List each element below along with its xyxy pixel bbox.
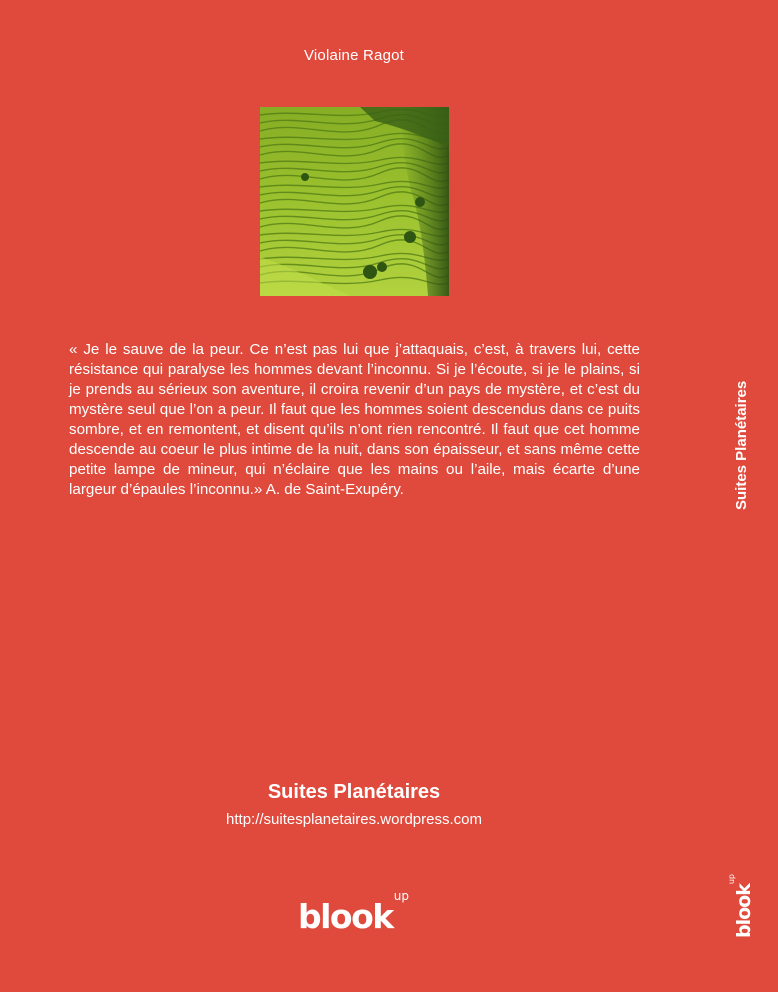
spine-logo-sup: up	[726, 873, 736, 885]
series-url-link[interactable]: http://suitesplanetaires.wordpress.com	[226, 811, 482, 828]
series-title: Suites Planétaires	[267, 781, 441, 803]
rice-terraces-photo-icon	[260, 107, 449, 296]
publisher-logo-sup: up	[393, 889, 409, 903]
publisher-logo-text: blook	[298, 897, 393, 936]
back-cover-quote: « Je le sauve de la peur. Ce n’est pas lui que j’attaquais, c’est, à travers lui, cette résistance qui paralyse les hommes devant l’inconnu. Si je l’écoute, si je le plains, si je prends au sérieux son aventure, il croira revenir d’un pays de mystère, et c’est du mystère seul que l’on a peur. Il faut que les hommes soient descendus dans ce puits sombre, et en remontent, et disent qu’ils n’ont rien rencontré. Il faut que cet homme descende au coeur le plus intime de la nuit, dans son épaisseur, et sans même cette petite lampe de mineur, qui n’éclaire que les mains ou l’aile, mais écarte d’une largeur d’épaules l’inconnu.» A. de Saint-Exupéry.	[69, 341, 640, 498]
publisher-logo	[298, 889, 409, 936]
spine-title-text: Suites Planétaires	[733, 380, 750, 510]
author-name: Violaine Ragot	[303, 47, 405, 64]
spine-logo-text: blook	[733, 884, 755, 938]
